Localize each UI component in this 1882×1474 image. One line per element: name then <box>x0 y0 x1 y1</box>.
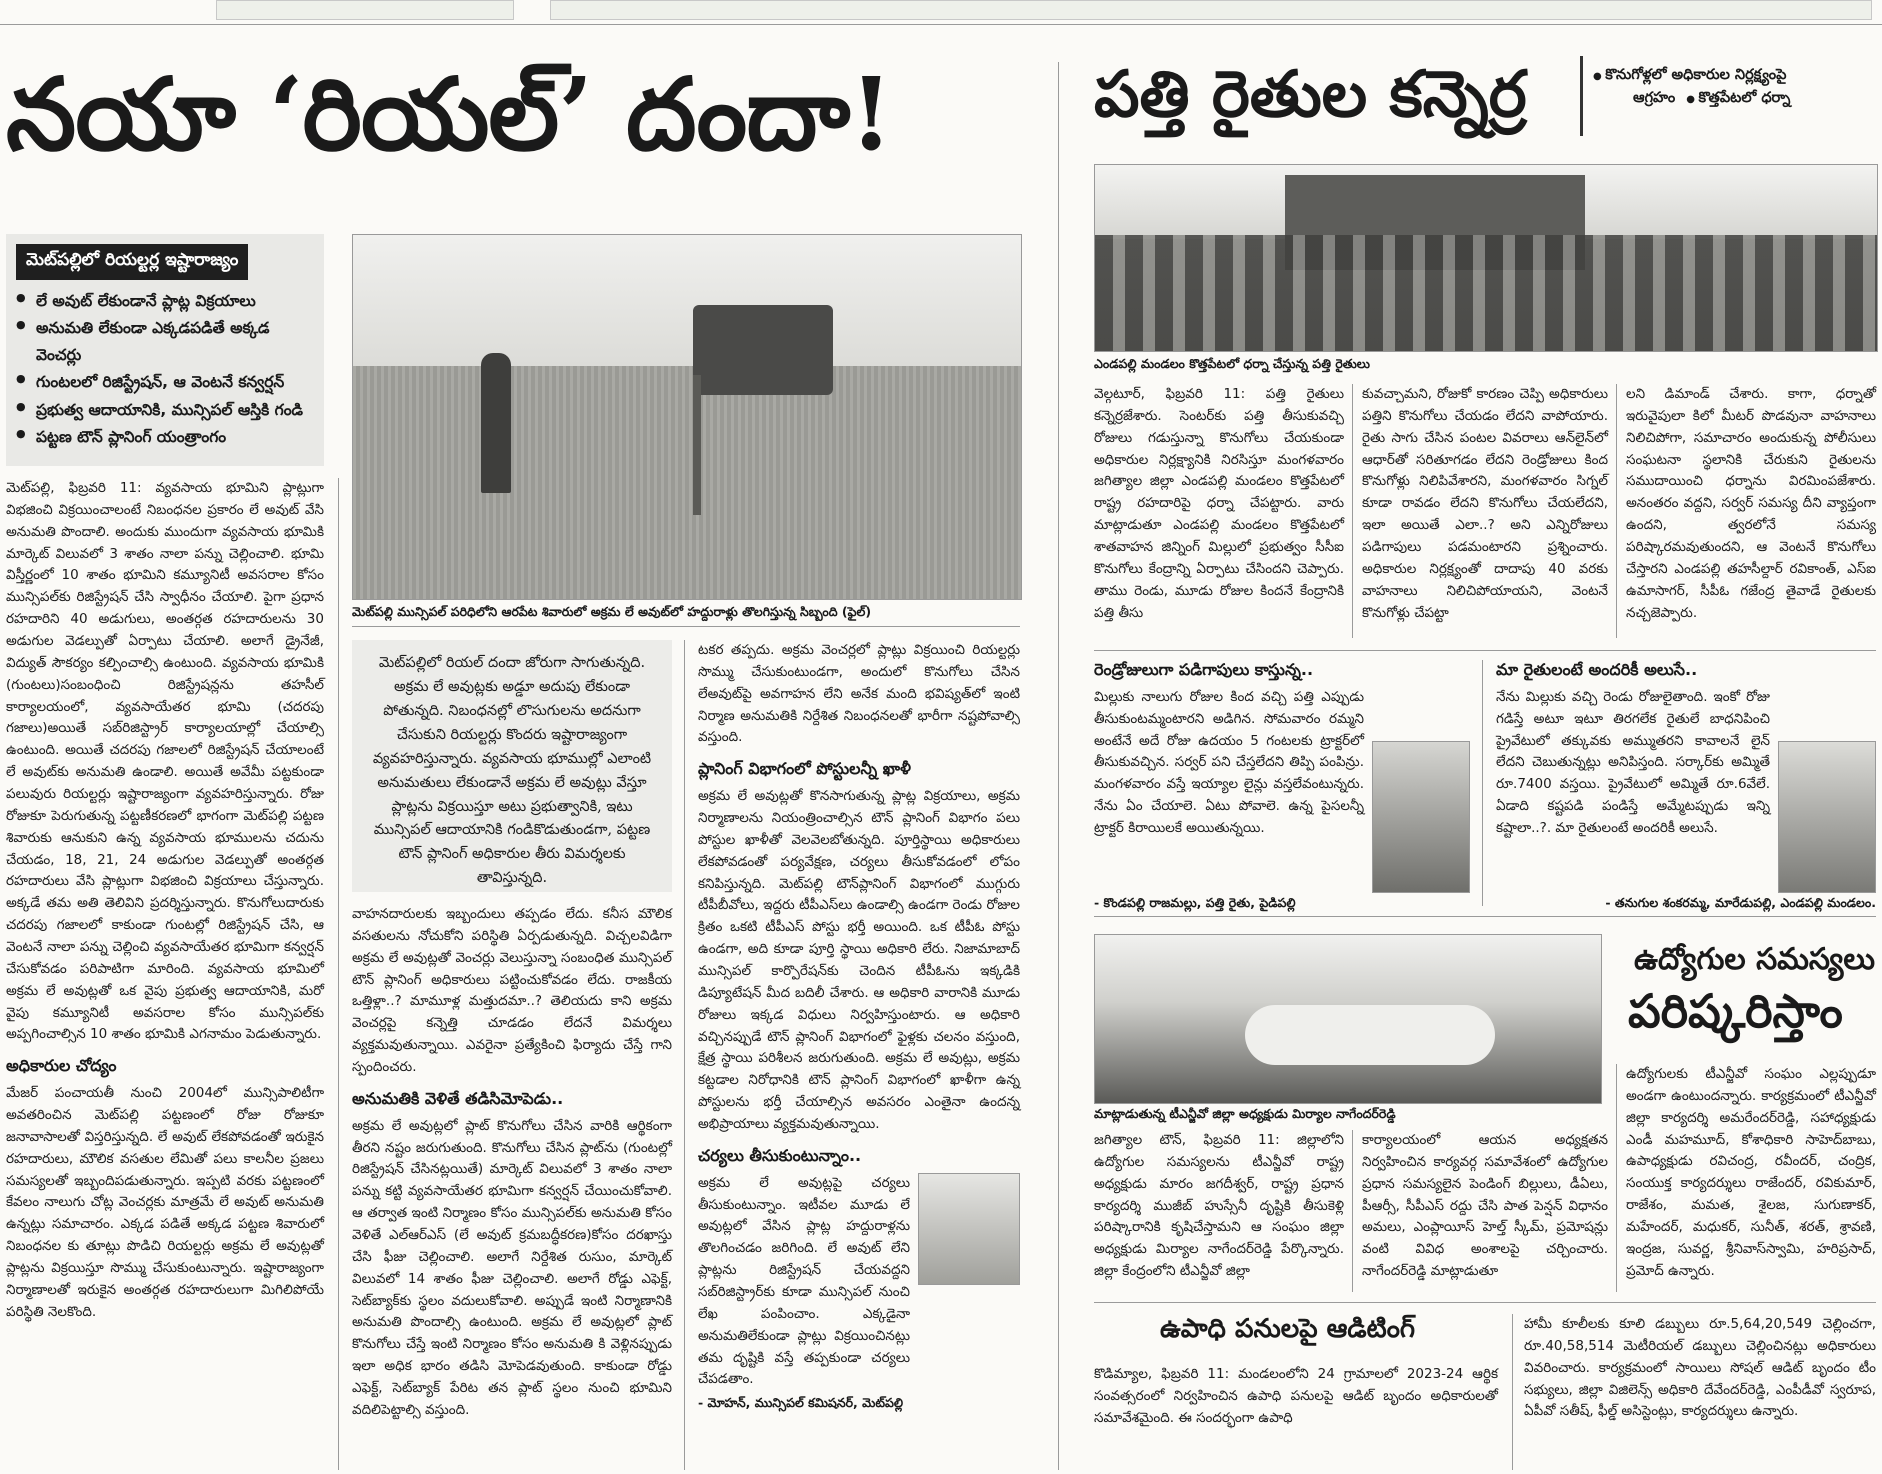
tag-line-2 <box>1593 87 1866 110</box>
column-rule <box>1512 1314 1513 1470</box>
bullet-item: ● పట్టణ టౌన్ ప్లానింగ్ యంత్రాంగం <box>14 424 316 451</box>
commissioner-portrait <box>918 1173 1020 1285</box>
bulldozer-shape <box>693 305 833 395</box>
top-divider <box>0 24 1882 25</box>
bulldozer-photo-caption: మెట్‌పల్లి మున్సిపల్ పరిధిలోని ఆరపేట శివారులో అక్రమ లే అవుట్‌లో హద్దురాళ్లు తొలగిస్తున్న సిబ్బంది (ఫైల్) <box>352 604 872 619</box>
cotton-tag-box <box>1580 56 1876 136</box>
quote-body: మిల్లుకు నాలుగు రోజుల కింద వచ్చి పత్తి ఎప్పుడు తీసుకుంటమ్మంటారని అడిగిన. సోమవారం రమ్మని అంటేనే అదే రోజు ఉదయం 5 గంటలకు ట్రాక్టర్‌లో తీసుకువచ్చిన. సర్వర్ పని చేస్తలేదని తిప్పి పంపిన్రు. మంగళవారం వస్తే ఇయ్యాల లైన్లు వస్తలేవంటున్నరు. నేను ఏం చేయాలె. ఏటు పోవాలె. ఉన్న పైసలన్నీ ట్రాక్టర్ కిరాయిలకే అయితున్నయి. <box>1094 688 1364 836</box>
farmer-quote-2 <box>1496 660 1876 914</box>
farmer-portrait-1 <box>1372 741 1470 893</box>
employees-column-2 <box>1362 1130 1608 1283</box>
employees-headline-2: పరిష్కరిస్తాం <box>1628 984 1843 1038</box>
highlight-box <box>6 234 324 466</box>
employees-column-1 <box>1094 1130 1344 1283</box>
commissioner-credit: - మోహన్, మున్సిపల్ కమిషనర్, మెట్‌పల్లి <box>698 1395 904 1411</box>
bullet-item: ● లే అవుట్ లేకుండానే ప్లాట్ల విక్రయాలు <box>14 288 316 315</box>
article-body: మేజర్ పంచాయతీ నుంచి 2004లో మున్సిపాలిటీగా అవతరించిన మెట్‌పల్లి పట్టణంలో రోజు రోజుకూ జనావాసాలతో విస్తరిస్తున్నది. లే అవుట్ లేకపోవడంతో ఇరుకైన రహదారులు, మౌలిక వసతుల లేమితో పలు కాలనీల ప్రజలు సమస్యలతో ఇబ్బందిపడుతున్నారు. ఇప్పటి వరకు పట్టణంలో కేవలం నాలుగు చోట్ల వెంచర్లకు మాత్రమే లే అవుట్ అనుమతి ఉన్నట్లు సమాచారం. ఎక్కడ పడితే అక్కడ పట్టణ శివారులో నిబంధనల కు తూట్లు పొడిచి రియల్టర్లు అక్రమ లే అవుట్లతో ప్లాట్లను విక్రయిస్తూ సొమ్ము చేసుకుంటున్నారు. ఇష్టారాజ్యంగా నిర్మాణాలతో ఇరుకైన అంతర్గత రహదారులుగా మిగిలిపోయే పరిస్థితి నెలకొంది. <box>6 1085 324 1320</box>
bullet-item: ● అనుమతి లేకుండా ఎక్కడపడితే అక్కడ వెంచర్లు <box>14 315 316 369</box>
farmer-quote-1 <box>1094 660 1470 914</box>
left-column-1 <box>6 478 324 1324</box>
cotton-column-3 <box>1626 384 1876 624</box>
subheading-actions: చర్యలు తీసుకుంటున్నాం.. <box>698 1145 862 1165</box>
audit-column-1 <box>1094 1364 1498 1430</box>
bulldozer-photo <box>352 234 1022 600</box>
article-body: ఉద్యోగులకు టీఎన్జీవో సంఘం ఎల్లప్పుడూ అండగా ఉంటుందన్నారు. కార్యక్రమంలో టీఎన్జీవో జిల్లా కార్యదర్శి అమరేందర్‌రెడ్డి, సహాధ్యక్షుడు ఎండీ మహమూద్, కోశాధికారి సాహెద్‌బాబు, ఉపాధ్యక్షుడు రవిచంద్ర, రవీందర్, చంద్రిక, సంయుక్త కార్యదర్శులు రాజేందర్, రవికుమార్, రాజేశం, మమత, శైలజ, సుగుణాకర్, మహేందర్, మధుకర్, సునీత్, శరత్, శ్రావణి, ఇంద్రజ, సువర్ణ, శ్రీనివాస్‌స్వామి, హరిప్రసాద్, ప్రమోద్ ఉన్నారు. <box>1626 1066 1876 1279</box>
quote-credit: - కొండపల్లి రాజమల్లు, పత్తి రైతు, పైడిపల్లి <box>1094 894 1296 910</box>
pole-shape <box>693 375 701 515</box>
left-column-2 <box>352 904 672 1422</box>
section-rule <box>1094 1302 1876 1303</box>
audit-column-2 <box>1524 1314 1876 1423</box>
farmer-portrait-2 <box>1778 741 1876 893</box>
left-column-3 <box>698 640 1020 1414</box>
column-rule <box>684 640 685 1470</box>
article-body: కొడిమ్యాల, ఫిబ్రవరి 11: మండలంలోని 24 గ్రామాలలో 2023-24 ఆర్థిక సంవత్సరంలో నిర్వహించిన ఉపాధి పనులపై ఆడిట్ బృందం అధికారులతో సమావేశమైంది. ఈ సందర్భంగా ఉపాధి <box>1094 1366 1498 1426</box>
quote-title: మా రైతులంటే అందరికీ అలుసే.. <box>1496 660 1698 679</box>
page-half-divider <box>1058 62 1059 1470</box>
caption-rule <box>352 626 1020 627</box>
tag-line: ఆగ్రహం <box>1633 90 1676 107</box>
section-rule <box>1094 650 1876 651</box>
bullet-item: ● ప్రభుత్వ ఆదాయానికి, మున్సిపల్ ఆస్తికి గండి <box>14 397 316 424</box>
tag-line: ● కొత్తపేటలో ధర్నా <box>1686 90 1790 106</box>
article-body: వాహనదారులకు ఇబ్బందులు తప్పడం లేదు. కనీస మౌలిక వసతులను నోచుకోని పరిస్థితి ఏర్పడుతున్నది. విచ్చలవిడిగా అక్రమ లే అవుట్లతో వెంచర్లు వెలుస్తున్నా సంబంధిత మున్సిపల్ టౌన్ ప్లానింగ్ అధికారులు పట్టించుకోవడం లేదు. రాజకీయ ఒత్తిళ్లా..? మామూళ్ల మత్తుదమా..? తెలియదు కాని అక్రమ వెంచర్లపై కన్నెత్తి చూడడం లేదనే విమర్శలు వ్యక్తమవుతున్నాయి. ఎవరైనా ప్రత్యేకించి ఫిర్యాదు చేస్తే గాని స్పందించరు. <box>352 906 672 1076</box>
employees-headline-1: ఉద్యోగుల సమస్యలు <box>1634 942 1875 977</box>
meeting-photo-caption: మాట్లాడుతున్న టీఎన్జీవో జిల్లా అధ్యక్షుడు మిర్యాల నాగేందర్‌రెడ్డి <box>1094 1106 1396 1121</box>
highlight-bullets <box>6 288 324 451</box>
column-rule <box>1352 1130 1353 1292</box>
subheading-planning: ప్లానింగ్ విభాగంలో పోస్టులన్నీ ఖాళీ <box>698 759 911 779</box>
bullet-item: ● గుంటలలో రిజిస్ట్రేషన్, ఆ వెంటనే కన్వర్షన్ <box>14 369 316 396</box>
employees-side-column <box>1626 1064 1876 1283</box>
top-strip-right <box>550 0 1872 20</box>
protest-photo-caption: ఎండపల్లి మండలం కొత్తపేటలో ధర్నా చేస్తున్న పత్తి రైతులు <box>1094 356 1370 371</box>
column-rule <box>1352 384 1353 638</box>
top-strip-left <box>216 0 514 20</box>
article-body: కువచ్చామని, రోజుకో కారణం చెప్పి అధికారులు పత్తిని కొనుగోలు చేయడం లేదని వాపోయారు. రైతు సాగు చేసిన పంటల వివరాలు ఆన్‌లైన్‌లో ఆధార్‌తో సరితూగడం లేదని రెండ్రోజులు కింద కొనుగోళ్లు నిలిపివేశారని, మంగళవారం సిగ్నల్ కూడా రావడం లేదని కొనుగోలు చేయలేదని, ఇలా అయితే ఎలా..? అని ఎన్నిరోజులు పడిగాపులు పడమంటారని ప్రశ్నించారు. అధికారుల నిర్లక్ష్యంతో దాదాపు 40 వరకు వాహనాలు నిలిచిపోయాయని, వెంటనే కొనుగోళ్లు చేపట్టా <box>1362 386 1608 621</box>
quote-body: నేను మిల్లుకు వచ్చి రెండు రోజులైతాంది. ఇంకో రోజు గడిస్తే అటూ ఇటూ తిరగలేక రైతులే బాధనిపించి ప్రైవేటులో తక్కువకు అమ్ముతరని కావాలనే లైన్ లేదని చెబుతున్నట్లు అనిపిస్తంది. సర్కార్‌కు అమ్మితే రూ.7400 వస్తయి. ప్రైవేటులో అమ్మితే రూ.6వేలే. ఏడాది కష్టపడి పండిస్తే అమ్మేటప్పుడు ఇన్ని కష్టాలా..?. మా రైతులంటే అందరికీ అలుసే. <box>1496 688 1770 836</box>
subheading-officials: అధికారుల చోద్యం <box>6 1056 117 1076</box>
article-body: అక్రమ లే అవుట్లపై చర్యలు తీసుకుంటున్నాం. ఇటీవల మూడు లే అవుట్లలో వేసిన ప్లాట్ల హద్దురాళ్లను తొలగించడం జరిగింది. లే అవుట్ లేని ప్లాట్లను రిజిస్ట్రేషన్ చేయవద్దని సబ్‌రిజిస్ట్రార్‌కు కూడా మున్సిపల్ నుంచి లేఖ పంపించాం. ఎక్కడైనా అనుమతిలేకుండా ప్లాట్లు విక్రయించినట్లు తమ దృష్టికి వస్తే తప్పకుండా చర్యలు చేపడతాం. <box>698 1174 910 1388</box>
article-body: అక్రమ లే అవుట్లతో కొనసాగుతున్న ప్లాట్ల విక్రయాలు, అక్రమ నిర్మాణాలను నియంత్రించాల్సిన టౌన్ ప్లానింగ్ విభాగం పలు పోస్టుల ఖాళీతో వెలవెలబోతున్నది. పూర్తిస్థాయి అధికారులు లేకపోవడంతో పర్యవేక్షణ, చర్యలు తీసుకోవడంలో లోపం కనిపిస్తున్నది. మెట్‌పల్లి టౌన్‌ప్లానింగ్ విభాగంలో ముగ్గురు టీపీబీవోలు, ఇద్దరు టీపీఎస్‌లు ఉండాల్సి ఉండగా రెండు రోజుల క్రితం ఒకటి టీపీఎస్ పోస్టు భర్తీ అయింది. ఒక టీపీఓ పోస్టు ఉండగా, అది కూడా పూర్తి స్థాయి అధికారి లేరు. నిజామాబాద్ మున్సిపల్ కార్పొరేషన్‌కు చెందిన టీపీఓను ఇక్కడికి డిప్యూటేషన్ మీద బదిలీ చేశారు. ఆ అధికారి వారానికి మూడు రోజులు ఇక్కడ విధులు నిర్వహిస్తుంటారు. ఆ అధికారి వచ్చినప్పుడే టౌన్ ప్లానింగ్ విభాగంలో ఫైళ్లకు చలనం వస్తుంది, క్షేత్ర స్థాయి పరిశీలన జరుగుతుంది. అక్రమ లే అవుట్లు, అక్రమ కట్టడాల నిరోధానికి టౌన్ ప్లానింగ్ విభాగంలో ఖాళీగా ఉన్న పోస్టులను భర్తీ చేయాల్సిన అవసరం ఎంతైనా ఉందన్న అభిప్రాయాలు వ్యక్తమవుతున్నాయి. <box>698 788 1020 1132</box>
article-body: మెట్‌పల్లి, ఫిబ్రవరి 11: వ్యవసాయ భూమిని ప్లాట్లుగా విభజించి విక్రయించాలంటే నిబంధనల ప్రకారం లే అవుట్ వేసి అనుమతి పొందాలి. అందుకు ముందుగా వ్యవసాయ భూమికి మార్కెట్ విలువలో 3 శాతం నాలా పన్ను చెల్లించాలి. భూమి విస్తీర్ణంలో 10 శాతం భూమిని కమ్యూనిటీ అవసరాల కోసం మున్సిపల్‌కు రిజిస్ట్రేషన్ చేసి స్వాధీనం చేయాలి. పైగా ప్రధాన రహదారిని 40 అడుగులు, అంతర్గత రహదారులను 30 అడుగుల వెడల్పుతో ఏర్పాటు చేయాలి. అలాగే డ్రైనేజీ, విద్యుత్ సౌకర్యం కల్పించాల్సి ఉంటుంది. వ్యవసాయ భూమికి (గుంటలు)సంబంధించి రిజిస్ట్రేషన్లను తహసీల్ కార్యాలయంలో, వ్యవసాయేతర భూమి (చదరపు గజాలు)అయితే సబ్‌రిజిస్ట్రార్ కార్యాలయాల్లో చేయాల్సి ఉంటుంది. అయితే చదరపు గజాలలో రిజిస్ట్రేషన్ చేయాలంటే లే అవుట్‌కు అనుమతి ఉండాలి. అయితే అవేమీ పట్టకుండా పలువురు రియల్టర్లు ఇష్టారాజ్యంగా వ్యవహరిస్తున్నారు. రోజు రోజుకూ పెరుగుతున్న పట్టణీకరణలో భాగంగా మెట్‌పల్లి పట్టణ శివారుకు ఆనుకుని ఉన్న వ్యవసాయ భూములను చదును చేయడం, 18, 21, 24 అడుగుల వెడల్పుతో అంతర్గత రహదారులు వేసి ప్లాట్లుగా విభజించి విక్రయాలు చేస్తున్నారు. అక్కడే తమ అతి తెలివిని ప్రదర్శిస్తున్నారు. కొనుగోలుదారుకు చదరపు గజాలలో కాకుండా గుంటల్లో రిజిస్ట్రేషన్ చేసి, ఆ వెంటనే నాలా పన్ను చెల్లించి వ్యవసాయేతర భూమిగా కన్వర్షన్ చేసుకోవడం పరిపాటిగా మారింది. వ్యవసాయ భూమిలో అక్రమ లే అవుట్లతో ఒక వైపు ప్రభుత్వ ఆదాయానికి, మరో వైపు కమ్యూనిటీ అవసరాల కోసం మున్సిపల్‌కు అప్పగించాల్సిన 10 శాతం భూమికి ఎగనామం పెడుతున్నారు. <box>6 480 324 1043</box>
tag-line: ● కొనుగోళ్లలో అధికారుల నిర్లక్ష్యంపై <box>1593 64 1866 87</box>
pull-quote: మెట్‌పల్లిలో రియల్ దందా జోరుగా సాగుతున్నది. అక్రమ లే అవుట్లకు అడ్డూ అదుపు లేకుండా పోతున్నది. నిబంధనల్లో లొసుగులను అదనుగా చేసుకుని రియల్టర్లు కొందరు ఇష్టారాజ్యంగా వ్యవహరిస్తున్నారు. వ్యవసాయ భూముల్లో ఎలాంటి అనుమతులు లేకుండానే అక్రమ లే అవుట్లు వేస్తూ ప్లాట్లను విక్రయిస్తూ అటు ప్రభుత్వానికి, ఇటు మున్సిపల్ ఆదాయానికి గండికొడుతుండగా, పట్టణ టౌన్ ప్లానింగ్ అధికారుల తీరు విమర్శలకు తావిస్తున్నది. <box>372 655 652 887</box>
protest-photo <box>1094 164 1878 352</box>
quote-title: రెండ్రోజులుగా పడిగాపులు కాస్తున్న.. <box>1094 660 1314 679</box>
column-rule <box>1482 660 1483 906</box>
cotton-column-1 <box>1094 384 1344 624</box>
cotton-column-2 <box>1362 384 1608 624</box>
article-body: కార్యాలయంలో ఆయన అధ్యక్షతన నిర్వహించిన కార్యవర్గ సమావేశంలో ఉద్యోగుల ప్రధాన సమస్యలైన పెండింగ్ బిల్లులు, డీఏలు, పీఆర్సీ, సీపీఎస్ రద్దు చేసి పాత పెన్షన్ విధానం అమలు, ఎంప్లాయీస్ హెల్త్ స్కీమ్, ప్రమోషన్లు వంటి వివిధ అంశాలపై చర్చించారు. నాగేందర్‌రెడ్డి మాట్లాడుతూ <box>1362 1132 1608 1280</box>
column-rule <box>1616 1064 1617 1292</box>
article-body: హామీ కూలీలకు కూలి డబ్బులు రూ.5,64,20,549 చెల్లించగా, రూ.40,58,514 మెటీరియల్ డబ్బులు చెల్లించినట్లు అధికారులు వివరించారు. కార్యక్రమంలో సాయిలు సోషల్ ఆడిట్ బృందం టీం సభ్యులు, జిల్లా విజిలెన్స్ అధికారి దేవేందర్‌రెడ్డి, ఎంపీడీవో స్వరూప, ఏపీవో సతీష్, ఫీల్డ్ అసిస్టెంట్లు, కార్యదర్శులు ఉన్నారు. <box>1524 1316 1876 1420</box>
column-rule <box>1616 384 1617 638</box>
column-rule <box>338 478 339 1470</box>
pull-quote-box <box>352 640 672 892</box>
table-shape <box>1245 1005 1495 1065</box>
crowd-shape <box>1095 235 1877 351</box>
article-body: అక్రమ లే అవుట్లలో ప్లాట్ కొనుగోలు చేసిన వారికి ఆర్థికంగా తీరని నష్టం జరుగుతుంది. కొనుగోలు చేసిన ప్లాట్‌ను (గుంటల్లో రిజిస్ట్రేషన్ చేసినట్లయితే) మార్కెట్ విలువలో 3 శాతం నాలా పన్ను కట్టి వ్యవసాయేతర భూమిగా కన్వర్షన్ చేయించుకోవాలి. ఆ తర్వాత ఇంటి నిర్మాణం కోసం మున్సిపల్‌కు అనుమతి కోసం వెళితే ఎల్‌ఆర్‌ఎస్ (లే అవుట్ క్రమబద్ధీకరణ)కోసం దరఖాస్తు చేసి ఫీజు చెల్లించాలి. అలాగే నిర్దేశిత రుసుం, మార్కెట్ విలువలో 14 శాతం ఫీజు చెల్లించాలి. అలాగే రోడ్డు ఎఫెక్ట్, సెట్‌బ్యాక్‌కు స్థలం వదులుకోవాలి. అప్పుడే ఇంటి నిర్మాణానికి అనుమతి పొందాల్సి ఉంటుంది. అక్రమ లే అవుట్లలో ప్లాట్ కొనుగోలు చేస్తే ఇంటి నిర్మాణం కోసం అనుమతి కి వెళ్లినప్పుడు ఇలా అధిక భారం తడిసి మోపెడవుతుంది. కాకుండా రోడ్డు ఎఫెక్ట్, సెట్‌బ్యాక్ పేరిట తన ప్లాట్ స్థలం నుంచి భూమిని వదిలిపెట్టాల్సి వస్తుంది. <box>352 1117 672 1418</box>
cotton-headline: పత్తి రైతుల కన్నెర్ర <box>1094 57 1527 132</box>
audit-headline: ఉపాధి పనులపై ఆడిటింగ్ <box>1160 1314 1416 1344</box>
article-body: వెల్గటూర్, ఫిబ్రవరి 11: పత్తి రైతులు కన్నెర్రజేశారు. సెంటర్‌కు పత్తి తీసుకువచ్చి రోజులు గడుస్తున్నా కొనుగోలు చేయకుండా అధికారుల నిర్లక్ష్యానికి నిరసిస్తూ మంగళవారం జగిత్యాల జిల్లా ఎండపల్లి మండలం కొత్తపేటలో రాష్ట్ర రహదారిపై ధర్నా చేపట్టారు. వారు మాట్లాడుతూ ఎండపల్లి మండలం కొత్తపేటలో శాతవాహన జిన్నింగ్ మిల్లులో ప్రభుత్వం సీసీఐ కొనుగోలు కేంద్రాన్ని ఏర్పాటు చేసిందని చెప్పారు. తాము రెండు, మూడు రోజుల కిందనే కేంద్రానికి పత్తి తీసు <box>1094 386 1344 621</box>
article-body: లని డిమాండ్ చేశారు. కాగా, ధర్నాతో ఇరువైపులా కిలో మీటర్ పొడవునా వాహనాలు నిలిచిపోగా, సమాచారం అందుకున్న పోలీసులు సంఘటనా స్థలానికి చేరుకుని రైతులను సముదాయించి ధర్నాను విరమింపజేశారు. అనంతరం వద్దని, సర్వర్ సమస్య దీని వ్యాప్తంగా ఉందని, త్వరలోనే సమస్య పరిష్కారమవుతుందని, ఆ వెంటనే కొనుగోలు చేస్తారని ఎండపల్లి తహసీల్దార్ రవికాంత్, ఎస్‌ఐ ఉమాసాగర్, సీపీఓ గజేంద్ర తైవాడే రైతులకు నచ్చజెప్పారు. <box>1626 386 1876 621</box>
section-rule <box>1094 916 1876 917</box>
quote-credit: - తనుగుల శంకరమ్మ, మారేడుపల్లి, ఎండపల్లి మండలం. <box>1605 894 1876 910</box>
article-body: టకర తప్పదు. అక్రమ వెంచర్లలో ప్లాట్లు విక్రయించి రియల్టర్లు సొమ్ము చేసుకుంటుండగా, అందులో కొనుగోలు చేసిన లేఅవుట్‌పై అవగాహన లేని అనేక మంది భవిష్యత్‌లో ఇంటి నిర్మాణ అనుమతికి నిర్దేశిత నిబంధనలతో భారీగా నష్టపోవాల్సి వస్తుంది. <box>698 642 1020 746</box>
main-headline: నయా ‘రియల్’ దందా! <box>6 55 893 173</box>
person-shape <box>481 353 511 493</box>
meeting-photo <box>1094 934 1602 1104</box>
subheading-permission: అనుమతికి వెళితే తడిసిమోపెడు.. <box>352 1088 564 1108</box>
article-body: జగిత్యాల టౌన్, ఫిబ్రవరి 11: జిల్లాలోని ఉద్యోగుల సమస్యలను టీఎన్జీవో రాష్ట్ర అధ్యక్షుడు మారం జగదీశ్వర్, రాష్ట్ర ప్రధాన కార్యదర్శి ముజీబ్ హుస్సేనీ దృష్టికి తీసుకెళ్లి పరిష్కారానికి కృషిచేస్తామని ఆ సంఘం జిల్లా అధ్యక్షుడు మిర్యాల నాగేందర్‌రెడ్డి పేర్కొన్నారు. జిల్లా కేంద్రంలోని టీఎన్జీవో జిల్లా <box>1094 1132 1344 1280</box>
highlight-box-title: మెట్‌పల్లిలో రియల్టర్ల ఇష్టారాజ్యం <box>16 244 248 280</box>
